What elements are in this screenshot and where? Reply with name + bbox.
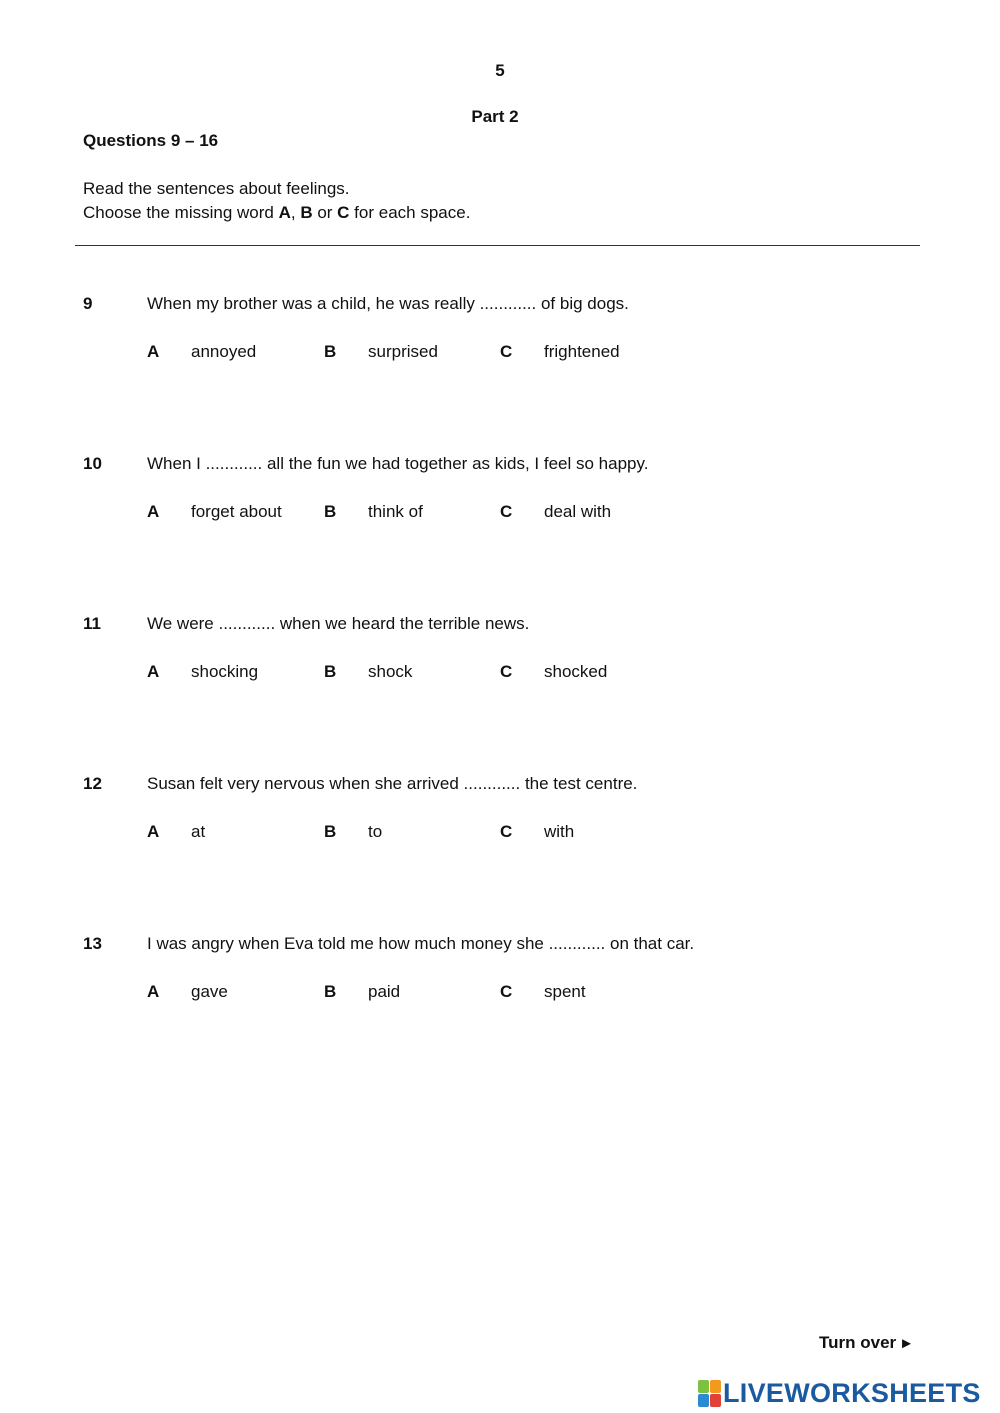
question-text: When my brother was a child, he was really ............ of big dogs. bbox=[147, 294, 629, 313]
option-b-letter[interactable]: B bbox=[324, 342, 337, 361]
option-c-letter[interactable]: C bbox=[500, 502, 513, 521]
option-a-text[interactable]: annoyed bbox=[191, 342, 257, 361]
turn-over-text: Turn over bbox=[819, 1333, 897, 1352]
option-a-text[interactable]: at bbox=[191, 822, 206, 841]
option-c-text[interactable]: frightened bbox=[544, 342, 620, 361]
question-number: 12 bbox=[83, 774, 102, 793]
option-a-letter[interactable]: A bbox=[147, 982, 160, 1001]
turn-over-label bbox=[819, 1333, 914, 1353]
question-13 bbox=[83, 934, 923, 1014]
option-b-text[interactable]: surprised bbox=[368, 342, 438, 361]
question-text: Susan felt very nervous when she arrived ............ the test centre. bbox=[147, 774, 638, 793]
option-b-text[interactable]: think of bbox=[368, 502, 423, 521]
option-a-letter[interactable]: A bbox=[147, 502, 160, 521]
option-c-letter[interactable]: C bbox=[500, 822, 513, 841]
page-number: 5 bbox=[495, 61, 505, 80]
option-a-text[interactable]: shocking bbox=[191, 662, 259, 681]
option-c-text[interactable]: shocked bbox=[544, 662, 608, 681]
question-11 bbox=[83, 614, 923, 694]
option-b-text[interactable]: to bbox=[368, 822, 383, 841]
question-text: When I ............ all the fun we had together as kids, I feel so happy. bbox=[147, 454, 649, 473]
option-a-text[interactable]: forget about bbox=[191, 502, 282, 521]
option-c-letter[interactable]: C bbox=[500, 342, 513, 361]
instructions bbox=[83, 177, 470, 225]
option-c-letter[interactable]: C bbox=[500, 662, 513, 681]
option-c-text[interactable]: deal with bbox=[544, 502, 612, 521]
option-b-letter[interactable]: B bbox=[324, 662, 337, 681]
part-title: Part 2 bbox=[471, 107, 519, 126]
question-number: 10 bbox=[83, 454, 102, 473]
option-b-letter[interactable]: B bbox=[324, 822, 337, 841]
option-b-letter[interactable]: B bbox=[324, 502, 337, 521]
option-b-text[interactable]: shock bbox=[368, 662, 413, 681]
liveworksheets-logo-icon bbox=[698, 1380, 720, 1406]
question-text: I was angry when Eva told me how much money she ............ on that car. bbox=[147, 934, 695, 953]
instruction-line-2: Choose the missing word A, B or C for each space. bbox=[83, 203, 471, 222]
question-number: 9 bbox=[83, 294, 93, 313]
question-number: 11 bbox=[83, 614, 101, 633]
watermark-text: LIVEWORKSHEETS bbox=[723, 1377, 981, 1408]
question-text: We were ............ when we heard the terrible news. bbox=[147, 614, 530, 633]
option-c-letter[interactable]: C bbox=[500, 982, 513, 1001]
questions-range-heading: Questions 9 – 16 bbox=[83, 131, 219, 150]
question-number: 13 bbox=[83, 934, 102, 953]
option-a-letter[interactable]: A bbox=[147, 342, 160, 361]
section-divider bbox=[75, 245, 920, 246]
option-b-text[interactable]: paid bbox=[368, 982, 401, 1001]
play-arrow-icon: ► bbox=[899, 1335, 914, 1352]
question-10 bbox=[83, 454, 923, 534]
option-a-letter[interactable]: A bbox=[147, 662, 160, 681]
option-c-text[interactable]: spent bbox=[544, 982, 586, 1001]
option-a-text[interactable]: gave bbox=[191, 982, 228, 1001]
liveworksheets-watermark bbox=[698, 1376, 981, 1410]
option-a-letter[interactable]: A bbox=[147, 822, 160, 841]
instruction-line-1: Read the sentences about feelings. bbox=[83, 179, 350, 198]
option-b-letter[interactable]: B bbox=[324, 982, 337, 1001]
option-c-text[interactable]: with bbox=[544, 822, 575, 841]
question-12 bbox=[83, 774, 923, 854]
question-9 bbox=[83, 294, 923, 374]
